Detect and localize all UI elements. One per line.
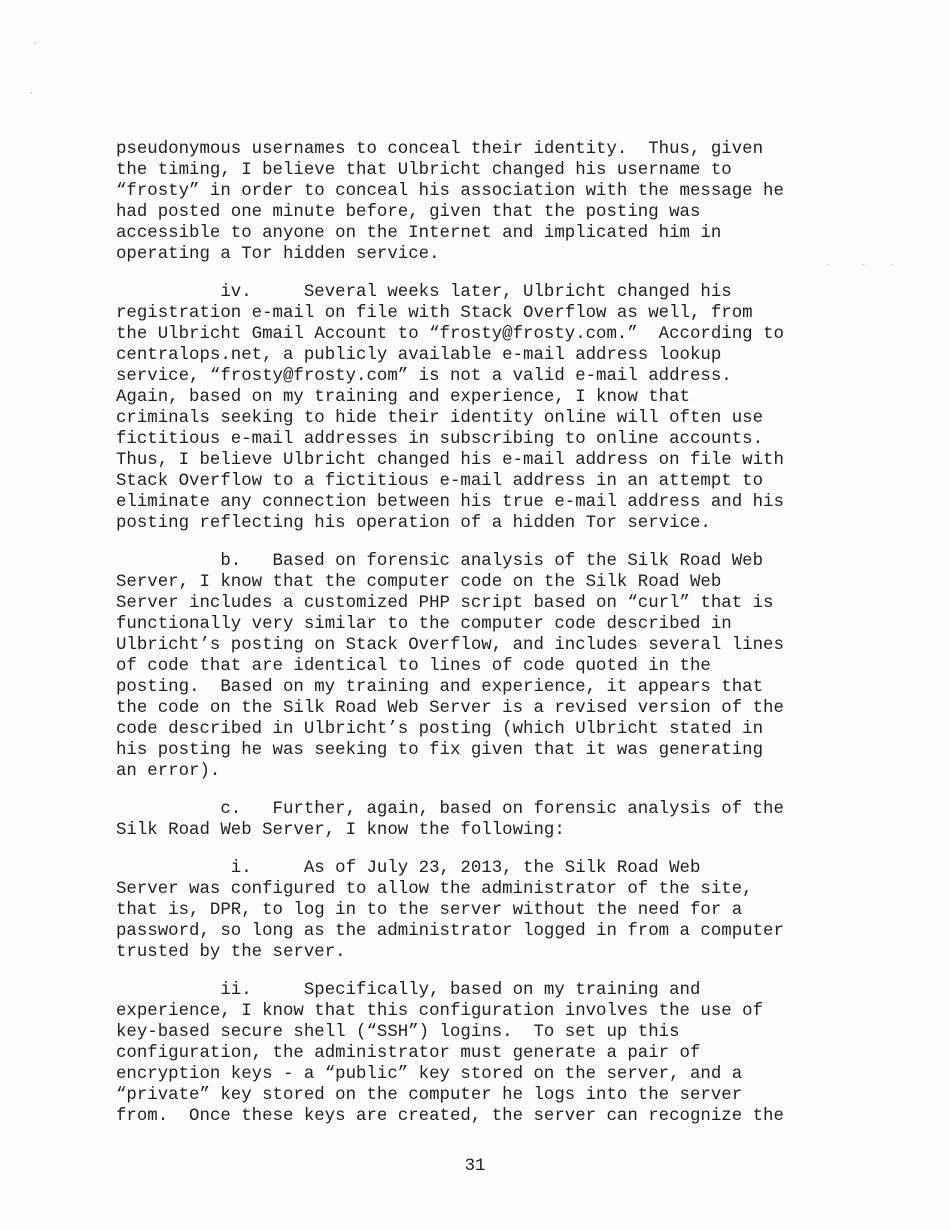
text-line: Ulbricht’s posting on Stack Overflow, and includes several lines bbox=[116, 636, 784, 655]
text-line: Stack Overflow to a fictitious e-mail address in an attempt to bbox=[116, 472, 764, 491]
text-line: “private” key stored on the computer he logs into the server bbox=[116, 1086, 743, 1105]
text-line: that is, DPR, to log in to the server without the need for a bbox=[116, 901, 743, 920]
text-line: had posted one minute before, given that the posting was bbox=[116, 203, 701, 222]
text-line: configuration, the administrator must generate a pair of bbox=[116, 1044, 701, 1063]
text-line: service, “frosty@frosty.com” is not a valid e-mail address. bbox=[116, 367, 732, 386]
text-line: “frosty” in order to conceal his association with the message he bbox=[116, 182, 784, 201]
paragraph-c-i bbox=[116, 858, 856, 963]
scan-speck bbox=[826, 264, 829, 265]
text-line: functionally very similar to the computer code described in bbox=[116, 615, 732, 634]
paragraph-gap bbox=[116, 841, 856, 858]
scan-speck bbox=[34, 42, 36, 44]
text-line: posting. Based on my training and experience, it appears that bbox=[116, 678, 764, 697]
scan-speck bbox=[862, 264, 865, 265]
page-number: 31 bbox=[464, 1157, 486, 1176]
text-line: iv. Several weeks later, Ulbricht changed his bbox=[116, 283, 732, 302]
text-line: encryption keys - a “public” key stored on the server, and a bbox=[116, 1065, 743, 1084]
text-line: fictitious e-mail addresses in subscribing to online accounts. bbox=[116, 430, 764, 449]
text-line: b. Based on forensic analysis of the Silk Road Web bbox=[116, 552, 764, 571]
scan-speck bbox=[30, 92, 32, 94]
text-line: trusted by the server. bbox=[116, 943, 346, 962]
paragraph-c-ii bbox=[116, 980, 856, 1127]
paragraph-b bbox=[116, 551, 856, 782]
paragraph-gap bbox=[116, 782, 856, 799]
text-line: registration e-mail on file with Stack Overflow as well, from bbox=[116, 304, 753, 323]
text-line: Server includes a customized PHP script based on “curl” that is bbox=[116, 594, 774, 613]
text-line: eliminate any connection between his true e-mail address and his bbox=[116, 493, 784, 512]
text-line: posting reflecting his operation of a hidden Tor service. bbox=[116, 514, 711, 533]
text-line: criminals seeking to hide their identity online will often use bbox=[116, 409, 764, 428]
text-line: the code on the Silk Road Web Server is a revised version of the bbox=[116, 699, 784, 718]
paragraph-iv bbox=[116, 282, 856, 534]
text-line: c. Further, again, based on forensic analysis of the bbox=[116, 800, 784, 819]
body-text bbox=[116, 139, 856, 1127]
paragraph-gap bbox=[116, 265, 856, 282]
text-line: Server was configured to allow the administrator of the site, bbox=[116, 880, 753, 899]
text-line: his posting he was seeking to fix given that it was generating bbox=[116, 741, 764, 760]
text-line: ii. Specifically, based on my training and bbox=[116, 981, 701, 1000]
text-line: centralops.net, a publicly available e-mail address lookup bbox=[116, 346, 722, 365]
text-line: the timing, I believe that Ulbricht changed his username to bbox=[116, 161, 732, 180]
text-line: Server, I know that the computer code on the Silk Road Web bbox=[116, 573, 722, 592]
text-line: an error). bbox=[116, 762, 221, 781]
text-line: i. As of July 23, 2013, the Silk Road Web bbox=[116, 859, 701, 878]
text-line: pseudonymous usernames to conceal their identity. Thus, given bbox=[116, 140, 764, 159]
text-line: Silk Road Web Server, I know the following: bbox=[116, 821, 565, 840]
paragraph-c bbox=[116, 799, 856, 841]
text-line: operating a Tor hidden service. bbox=[116, 245, 440, 264]
paragraph-continuation bbox=[116, 139, 856, 265]
text-line: accessible to anyone on the Internet and implicated him in bbox=[116, 224, 722, 243]
text-line: code described in Ulbricht’s posting (which Ulbricht stated in bbox=[116, 720, 764, 739]
paragraph-gap bbox=[116, 534, 856, 551]
text-line: of code that are identical to lines of code quoted in the bbox=[116, 657, 711, 676]
text-line: Again, based on my training and experience, I know that bbox=[116, 388, 690, 407]
paragraph-gap bbox=[116, 963, 856, 980]
text-line: Thus, I believe Ulbricht changed his e-mail address on file with bbox=[116, 451, 784, 470]
text-line: experience, I know that this configuration involves the use of bbox=[116, 1002, 764, 1021]
text-line: from. Once these keys are created, the server can recognize the bbox=[116, 1107, 784, 1126]
scan-speck bbox=[890, 264, 893, 265]
text-line: key-based secure shell (“SSH”) logins. To set up this bbox=[116, 1023, 680, 1042]
text-line: password, so long as the administrator logged in from a computer bbox=[116, 922, 784, 941]
text-line: the Ulbricht Gmail Account to “frosty@frosty.com.” According to bbox=[116, 325, 784, 344]
